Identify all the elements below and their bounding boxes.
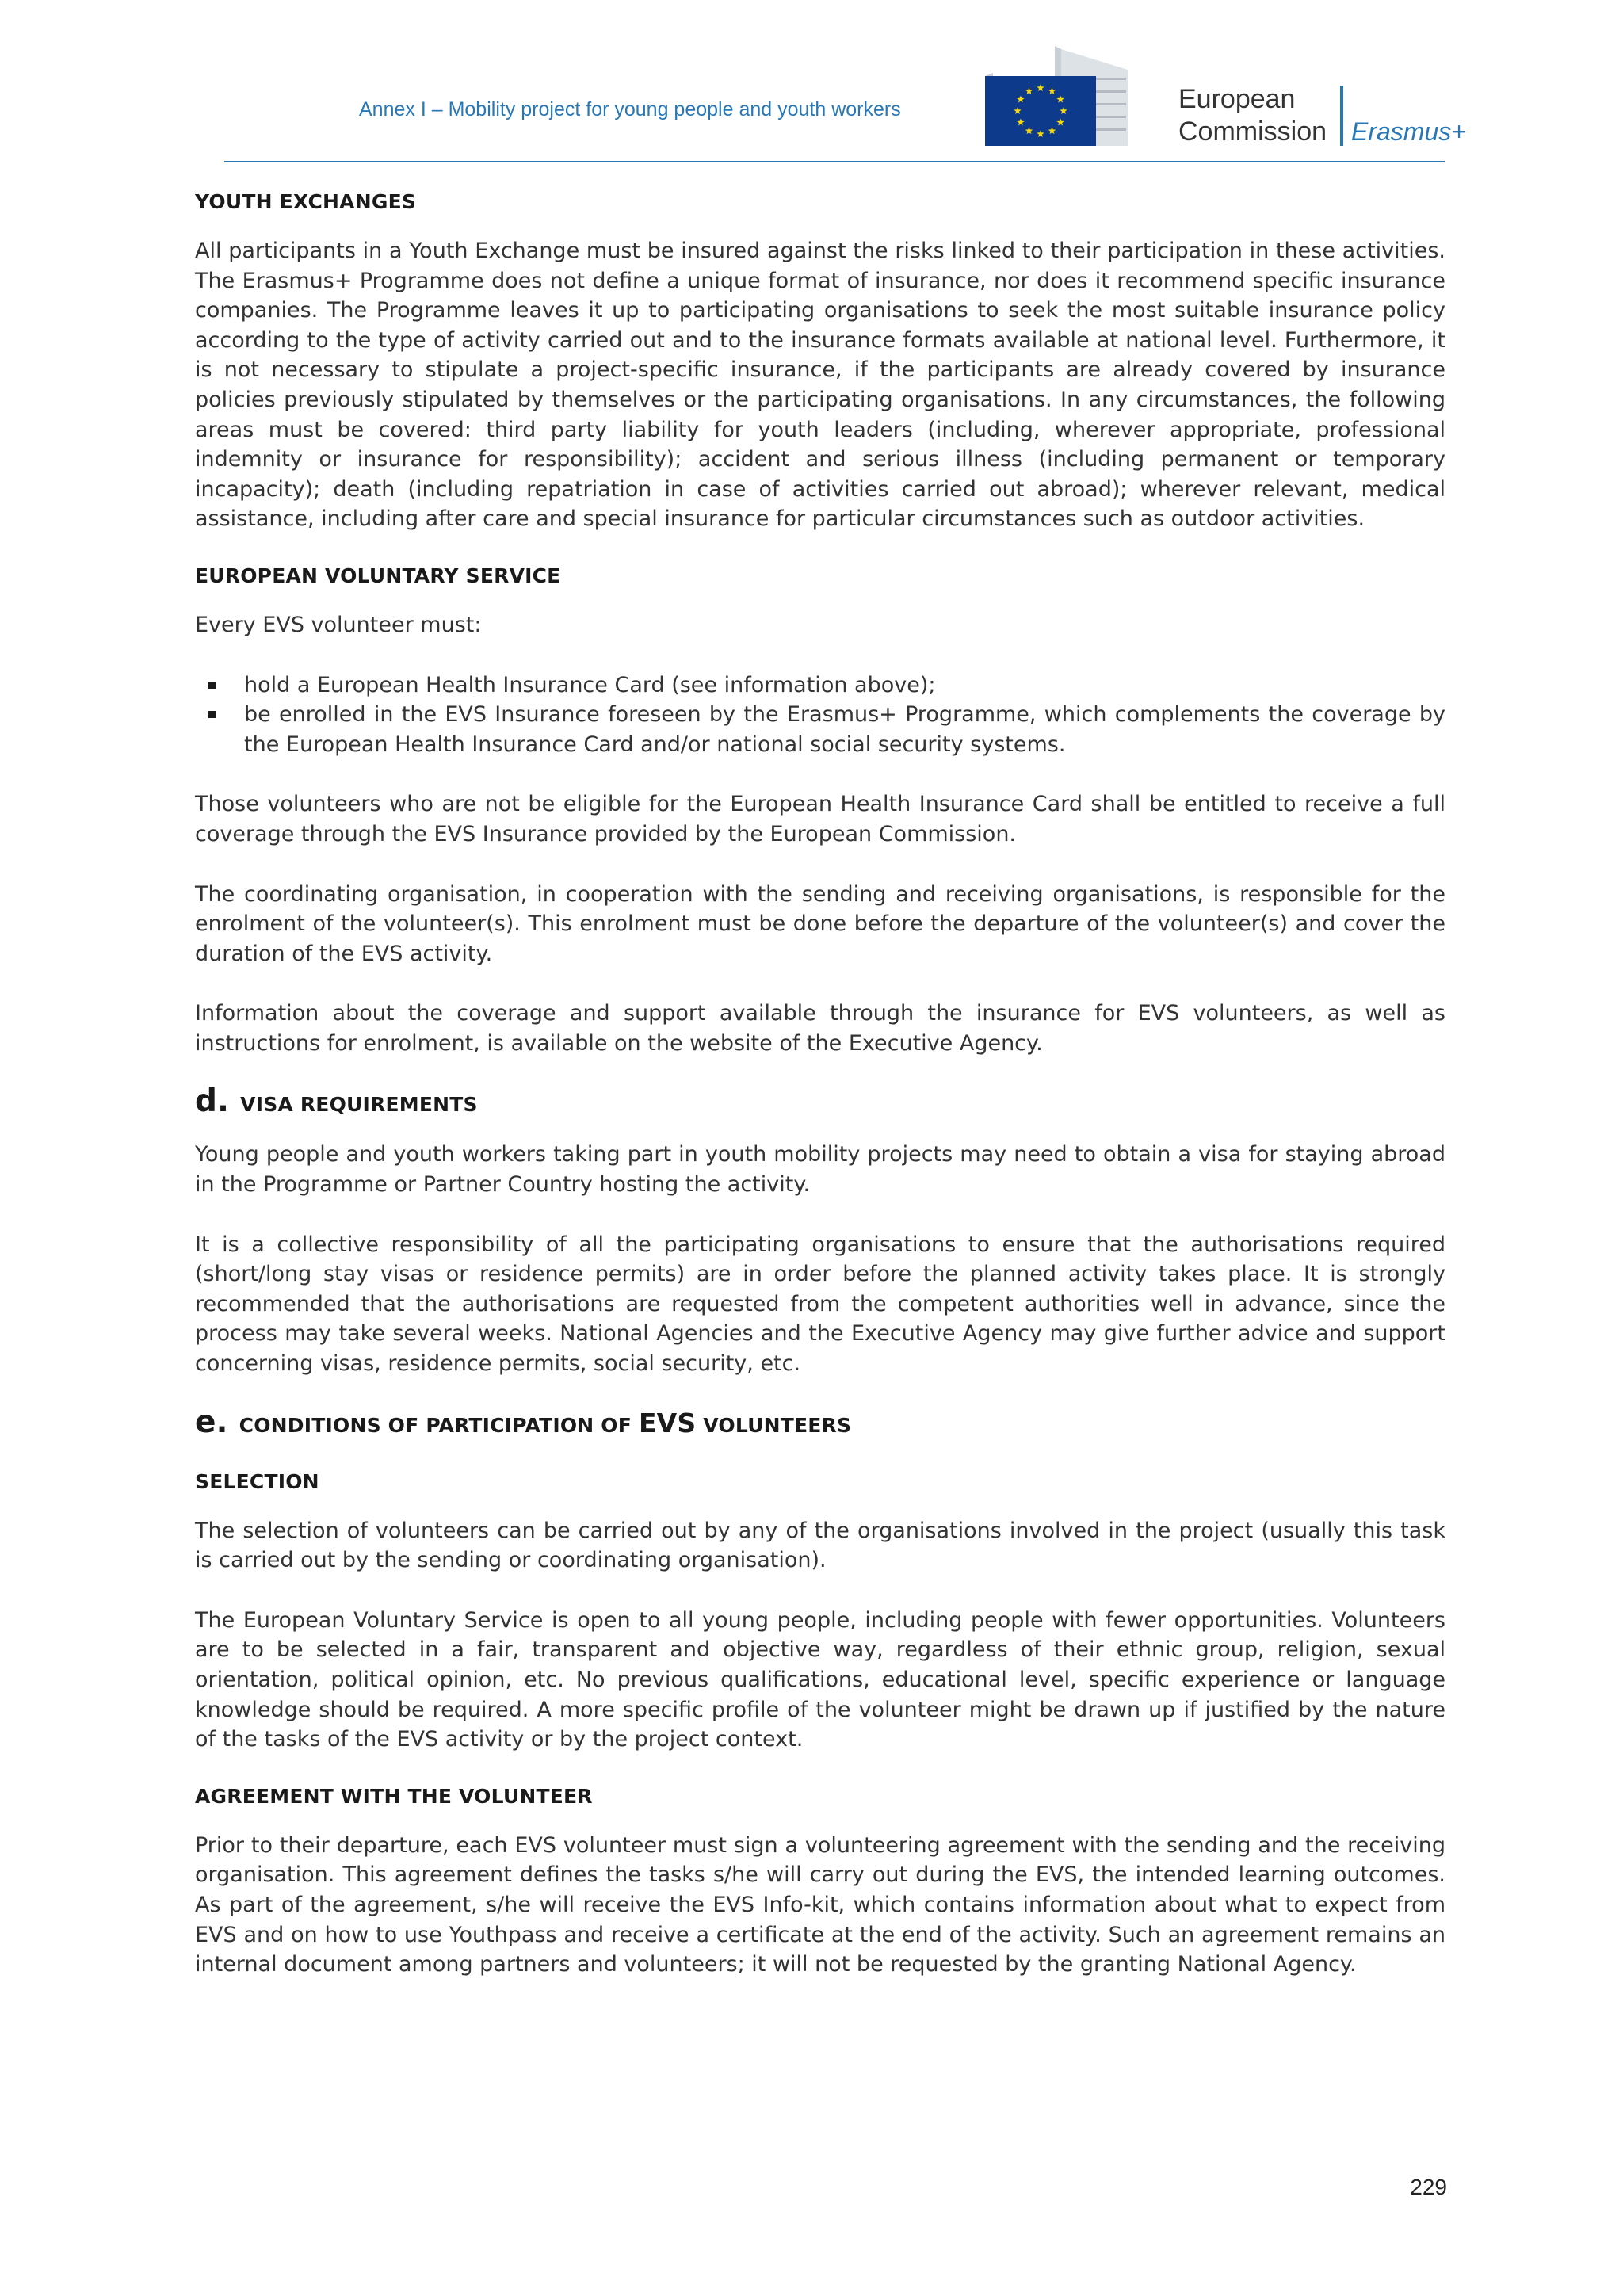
section-letter: d.	[195, 1083, 230, 1120]
logo-line-commission: Commission	[1178, 117, 1327, 147]
logo-program-erasmus: Erasmus+	[1351, 117, 1466, 146]
heading-text: EUROPEAN VOLUNTARY SERVICE	[195, 563, 561, 587]
heading-text-pre: CONDITIONS OF PARTICIPATION OF	[239, 1413, 639, 1437]
paragraph-youth-exchanges: All participants in a Youth Exchange must be insured against the risks linked to their participation in these activities. The Erasmus+ Programme does not define a unique format of insurance, nor does it recommend specific insurance companies. The Programme leaves it up to participating organisations to seek the most suitable insurance policy according to the type of activity carried out and to the insurance formats available at national level. Furthermore, it is not necessary to stipulate a project-specific insurance, if the participants are already covered by insurance policies previously stipulated by themselves or the participating organisations. In any circumstances, the following areas must be covered: third party liability for youth leaders (including, wherever appropriate, professional indemnity or insurance for responsibility); accident and serious illness (including permanent or temporary incapacity); death (including repatriation in case of activities carried out abroad); wherever relevant, medical assistance, including after care and special insurance for particular circumstances such as outdoor activities.	[195, 239, 1445, 532]
paragraph-evs-coverage: Those volunteers who are not be eligible for the European Health Insurance Card shall be entitled to receive a full coverage through the EVS Insurance provided by the European Commission.	[195, 792, 1445, 846]
paragraph-evs-info: Information about the coverage and support available through the insurance for EVS volunteers, as well as instructions for enrolment, is available on the website of the Executive Agency.	[195, 1001, 1445, 1056]
page-number: 229	[1410, 2175, 1447, 2199]
heading-selection	[195, 1470, 1445, 1493]
paragraph-visa-2: It is a collective responsibility of all the participating organisations to ensure that the authorisations required (short/long stay visas or residence permits) are in order before the planned activity takes place. It is strongly recommended that the authorisations are requested from the competent authorities well in advance, since the process may take several weeks. National Agencies and the Executive Agency may give further advice and support concerning visas, residence permits, social security, etc.	[195, 1232, 1445, 1377]
paragraph-evs-intro: Every EVS volunteer must:	[195, 612, 482, 637]
heading-visa	[195, 1083, 1445, 1119]
eu-flag-icon	[985, 76, 1096, 146]
list-item: be enrolled in the EVS Insurance foreseen by the Erasmus+ Programme, which complements the coverage by the European Health Insurance Card and/or national social security systems.	[195, 700, 1445, 759]
list-item: hold a European Health Insurance Card (see information above);	[195, 670, 1445, 701]
heading-text-evs: EVS	[638, 1407, 697, 1438]
heading-youth-exchanges	[195, 190, 1445, 213]
heading-text: AGREEMENT WITH THE VOLUNTEER	[195, 1784, 593, 1808]
logo-divider	[1340, 86, 1343, 146]
paragraph-selection-1: The selection of volunteers can be carried out by any of the organisations involved in the project (usually this task is carried out by the sending or coordinating organisation).	[195, 1518, 1445, 1573]
paragraph-agreement: Prior to their departure, each EVS volunteer must sign a volunteering agreement with the sending and the receiving organisation. This agreement defines the tasks s/he will carry out during the EVS, the intended learning outcomes. As part of the agreement, s/he will receive the EVS Info-kit, which contains information about what to expect from EVS and on how to use Youthpass and receive a certificate at the end of the activity. Such an agreement remains an internal document among partners and volunteers; it will not be requested by the granting National Agency.	[195, 1832, 1445, 1977]
logo-line-european: European	[1178, 84, 1296, 114]
heading-agreement	[195, 1785, 1445, 1808]
page-header	[224, 46, 1466, 163]
header-title: Annex I – Mobility project for young people and youth workers	[359, 98, 901, 120]
evs-requirements-list	[195, 670, 1445, 760]
heading-text: VISA REQUIREMENTS	[240, 1093, 478, 1117]
heading-evs	[195, 564, 1445, 587]
header-rule	[224, 161, 1445, 162]
heading-text: SELECTION	[195, 1469, 319, 1493]
section-letter: e.	[195, 1404, 228, 1440]
document-body	[195, 179, 1445, 1980]
heading-text: YOUTH EXCHANGES	[195, 190, 417, 213]
paragraph-selection-2: The European Voluntary Service is open to all young people, including people with fewer opportunities. Volunteers are to be selected in a fair, transparent and objective way, regardless of their ethnic group, religion, sexual orientation, political opinion, etc. No previous qualifications, educational level, specific experience or language knowledge should be required. A more specific profile of the volunteer might be drawn up if justified by the nature of the tasks of the EVS activity or by the project context.	[195, 1607, 1445, 1752]
paragraph-visa-1: Young people and youth workers taking part in youth mobility projects may need to obtain a visa for staying abroad in the Programme or Partner Country hosting the activity.	[195, 1142, 1445, 1198]
heading-text-post: VOLUNTEERS	[696, 1413, 852, 1437]
heading-conditions	[195, 1404, 1445, 1440]
european-commission-logo	[985, 46, 1466, 147]
paragraph-evs-enrolment: The coordinating organisation, in cooperation with the sending and receiving organisations, is responsible for the enrolment of the volunteer(s). This enrolment must be done before the departure of the volunteer(s) and cover the duration of the EVS activity.	[195, 881, 1445, 966]
